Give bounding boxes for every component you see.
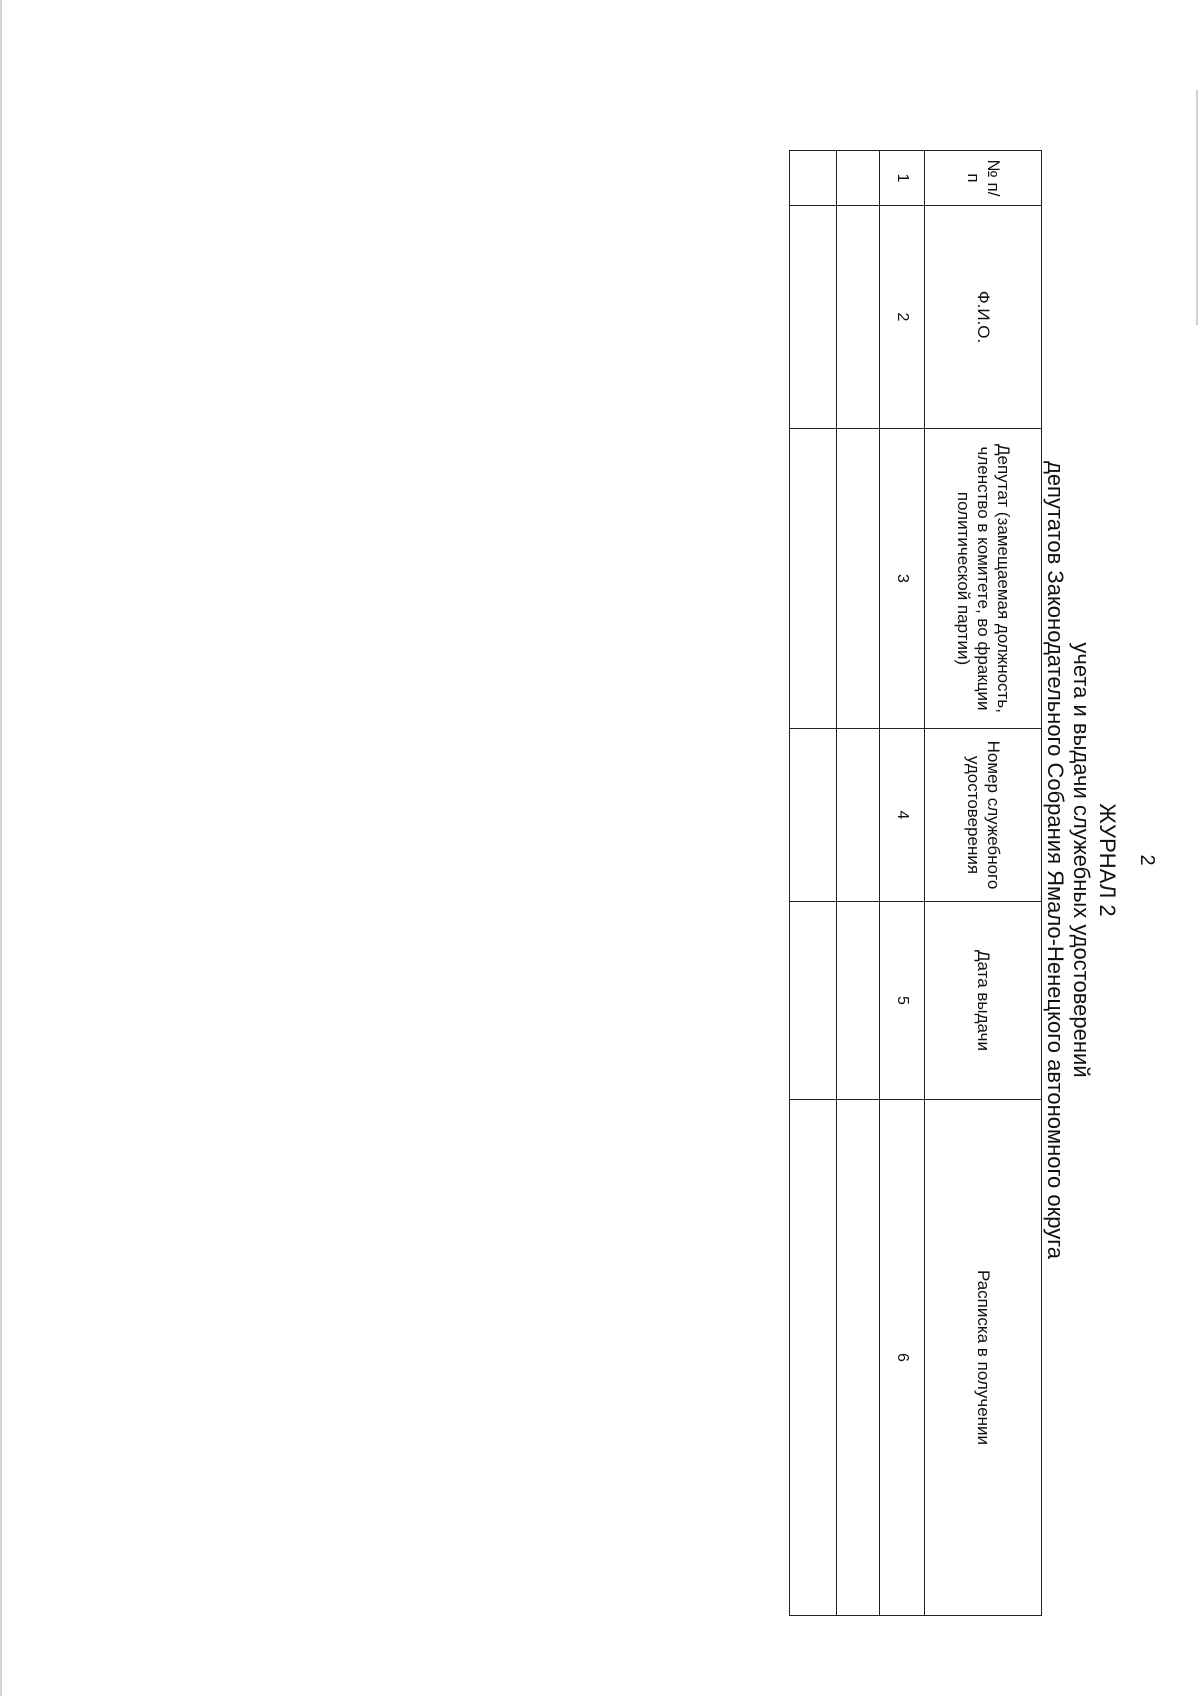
header-cell-receipt: Расписка в получении <box>925 1100 1042 1616</box>
header-cell-position: Депутат (замещаемая должность, членство в комитете, во фракции политической партии) <box>925 429 1042 729</box>
column-number-cell: 4 <box>880 729 925 902</box>
table-cell[interactable] <box>790 902 837 1100</box>
table-cell[interactable] <box>837 206 880 429</box>
page-number: 2 <box>1136 854 1158 866</box>
table-cell[interactable] <box>790 729 837 902</box>
document-title <box>1042 90 1120 1630</box>
column-number-cell: 5 <box>880 902 925 1100</box>
title-line-2: учета и выдачи служебных удостоверений <box>1069 642 1094 1078</box>
table-cell[interactable] <box>790 429 837 729</box>
scan-edge-right <box>1196 90 1198 325</box>
table-cell[interactable] <box>837 1100 880 1616</box>
header-row <box>925 151 1042 1616</box>
scan-edge-left <box>0 0 2 1696</box>
column-number-cell: 3 <box>880 429 925 729</box>
header-cell-number: № п/п <box>925 151 1042 206</box>
table-cell[interactable] <box>790 206 837 429</box>
table-row <box>790 151 837 1616</box>
table-row <box>837 151 880 1616</box>
column-number-cell: 6 <box>880 1100 925 1616</box>
table-cell[interactable] <box>790 1100 837 1616</box>
table-cell[interactable] <box>837 902 880 1100</box>
table-cell[interactable] <box>790 151 837 206</box>
table-cell[interactable] <box>837 151 880 206</box>
title-line-1: ЖУРНАЛ 2 <box>1095 803 1120 917</box>
table-cell[interactable] <box>837 729 880 902</box>
header-cell-certificate-number: Номер служебного удостоверения <box>925 729 1042 902</box>
header-cell-name: Ф.И.О. <box>925 206 1042 429</box>
title-line-3: депутатов Законодательного Собрания Ямало-Ненецкого автономного округа <box>1043 460 1068 1260</box>
column-number-row <box>880 151 925 1616</box>
header-cell-issue-date: Дата выдачи <box>925 902 1042 1100</box>
column-number-cell: 1 <box>880 151 925 206</box>
column-number-cell: 2 <box>880 206 925 429</box>
table-cell[interactable] <box>837 429 880 729</box>
journal-table <box>789 150 1042 1616</box>
rotated-page-content <box>190 90 1190 1630</box>
